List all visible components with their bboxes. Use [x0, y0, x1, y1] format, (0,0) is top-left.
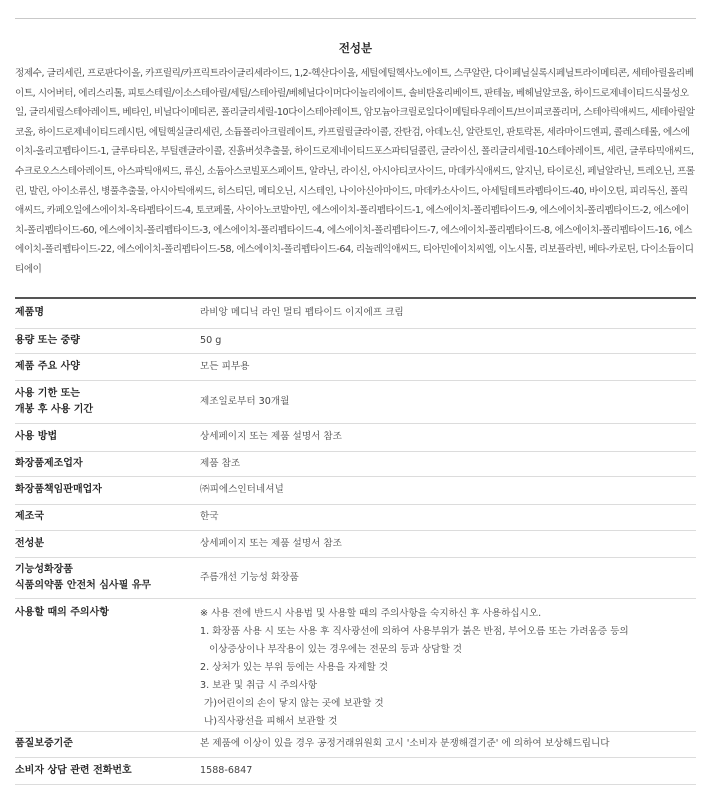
table-row: [15, 476, 696, 504]
row-value-ingredients: 상세페이지 또는 제품 설명서 참조: [200, 537, 342, 549]
row-value-quality: 본 제품에 이상이 있을 경우 공정거래위원회 고시 '소비자 분쟁해결기준' 에 의하여 보상해드립니다: [200, 738, 610, 749]
table-row: [15, 598, 696, 731]
row-label-manufacturer: 화장품제조업자: [15, 457, 83, 469]
table-row: [15, 731, 696, 757]
top-divider: [15, 18, 696, 19]
row-value-product-name: 라비앙 메디닉 라인 멀티 펩타이드 이지에프 크림: [200, 307, 404, 319]
table-row: [15, 353, 696, 380]
row-value-caution: [200, 598, 696, 731]
row-label-usage: 사용 방법: [15, 431, 58, 442]
table-row: [15, 530, 696, 557]
row-label-caution: 사용할 때의 주의사항: [15, 606, 109, 618]
caution-line-3a: 가)어린이의 손이 닿지 않는 곳에 보관할 것: [204, 697, 384, 709]
row-label-specs: 제품 주요 사양: [15, 360, 80, 372]
table-row: [15, 298, 696, 328]
table-row: [15, 451, 696, 476]
row-value-volume: 50 g: [200, 334, 222, 346]
row-value-manufacturer: 제품 참조: [200, 457, 241, 469]
caution-line-notice: ※ 사용 전에 반드시 사용법 및 사용할 때의 주의사항을 숙지하신 후 사용하십시오.: [200, 607, 542, 619]
table-row: [15, 328, 696, 353]
row-label-expiry: [15, 380, 200, 423]
row-label-functional-line1: 기능성화장품: [15, 563, 73, 575]
row-value-expiry: 제조일로부터 30개월: [200, 395, 290, 407]
row-value-functional: 주름개선 기능성 화장품: [200, 571, 299, 583]
table-row: [15, 557, 696, 598]
row-label-origin: 제조국: [15, 511, 44, 522]
row-value-phone: 1588-6847: [200, 764, 253, 776]
table-row: [15, 757, 696, 784]
ingredients-title: 전성분: [338, 41, 373, 55]
row-label-ingredients: 전성분: [15, 537, 44, 549]
caution-line-1-cont: 이상증상이나 부작용이 있는 경우에는 전문의 등과 상담할 것: [209, 643, 463, 655]
row-value-usage: 상세페이지 또는 제품 설명서 참조: [200, 431, 342, 442]
caution-line-3: 3. 보관 및 취급 시 주의사항: [200, 679, 318, 691]
row-label-quality: 품질보증기준: [15, 738, 73, 749]
row-label-seller: 화장품책임판매업자: [15, 484, 102, 495]
row-label-product-name: 제품명: [15, 307, 44, 319]
product-info-table: [15, 297, 696, 785]
caution-line-1: 1. 화장품 사용 시 또는 사용 후 직사광선에 의하여 사용부위가 붉은 반점, 부어오름 또는 가려움증 등의: [200, 625, 629, 637]
row-value-specs: 모든 피부용: [200, 360, 250, 372]
table-row: [15, 380, 696, 423]
table-row: [15, 423, 696, 451]
row-value-seller: ㈜피에스인터네셔널: [200, 484, 284, 495]
row-label-functional-line2: 식품의약품 안전처 심사필 유무: [15, 579, 152, 591]
caution-line-2: 2. 상처가 있는 부위 등에는 사용을 자제할 것: [200, 661, 389, 673]
ingredients-text: 정제수, 글리세린, 프로판다이올, 카프릴릭/카프릭트라이글리세라이드, 1,2-헥산다이올, 세틸에틸헥사노에이트, 스쿠알란, 다이페닐실록시페닐트라이메티콘, 세테아릴올리베이트, 시어버터, 에리스리톨, 피토스테릴/이소스테아릴/세틸/스테아릴/베헤닐다이머다이놀리에이트, 솔비탄올리베이트, 판테놀, 베헤닐알코올, 하이드로제네이티드식물성오일, 글리세릴스테아레이트, 베타인, 비닐다이메티콘, 폴리글리세릴-10다이스테아레이트, 암모늄아크릴로일다이메틸타우레이트/브이피코폴리머, 스테아릭애씨드, 세테아릴알코올, 하이드로제네이티드레시틴, 에틸헥실글리세린, 소듐폴리아크릴레이트, 카프릴릴글라이콜, 잔탄검, 아데노신, 알란토인, 판토락톤, 세라마이드엔피, 콜레스테롤, 에스에이치-올리고펩타이드-1, 글루타티온, 부틸렌글라이콜, 진흙버섯추출물, 하이드로제네이티드포스파티딜콜린, 글라이신, 폴리글리세릴-10스테아레이트, 세린, 글루타믹애씨드, 수크로오스스테아레이트, 아스파틱애씨드, 류신, 소듐아스코빌포스페이트, 알라닌, 라이신, 아시아티코사이드, 마데카식애씨드, 알지닌, 타이로신, 페닐알라닌, 트레오닌, 프롤린, 발린, 아이소류신, 병풀추출물, 아시아틱애씨드, 히스티딘, 메티오닌, 시스테인, 나이아신아마이드, 마데카소사이드, 아세틸테트라펩타이드-40, 바이오틴, 피리독신, 폴릭애씨드, 카페오일에스에이치-옥타펩타이드-4, 토코페롤, 사이아노코발아민, 에스에이치-폴리펩타이드-1, 에스에이치-폴리펩타이드-9, 에스에이치-폴리펩타이드-2, 에스에이치-폴리펩타이드-60, 에스에이치-폴리펩타이드-3, 에스에이치-폴리펩타이드-4, 에스에이치-폴리펩타이드-7, 에스에이치-폴리펩타이드-8, 에스에이치-폴리펩타이드-16, 에스에이치-폴리펩타이드-22, 에스에이치-폴리펩타이드-58, 에스에이치-폴리펩타이드-64, 리놀레익애씨드, 티아민에이치씨엘, 이노시톨, 리보플라빈, 베타-카로틴, 다이소듐이디티에이: [15, 68, 695, 275]
row-label-volume: 용량 또는 중량: [15, 334, 80, 346]
row-value-origin: 한국: [200, 511, 219, 522]
row-label-expiry-line2: 개봉 후 사용 기간: [15, 403, 94, 415]
row-label-functional: [15, 557, 200, 598]
row-label-phone: 소비자 상담 관련 전화번호: [15, 764, 132, 776]
row-label-expiry-line1: 사용 기한 또는: [15, 387, 80, 399]
caution-line-3b: 나)직사광선을 피해서 보관할 것: [204, 715, 338, 727]
table-row: [15, 504, 696, 530]
